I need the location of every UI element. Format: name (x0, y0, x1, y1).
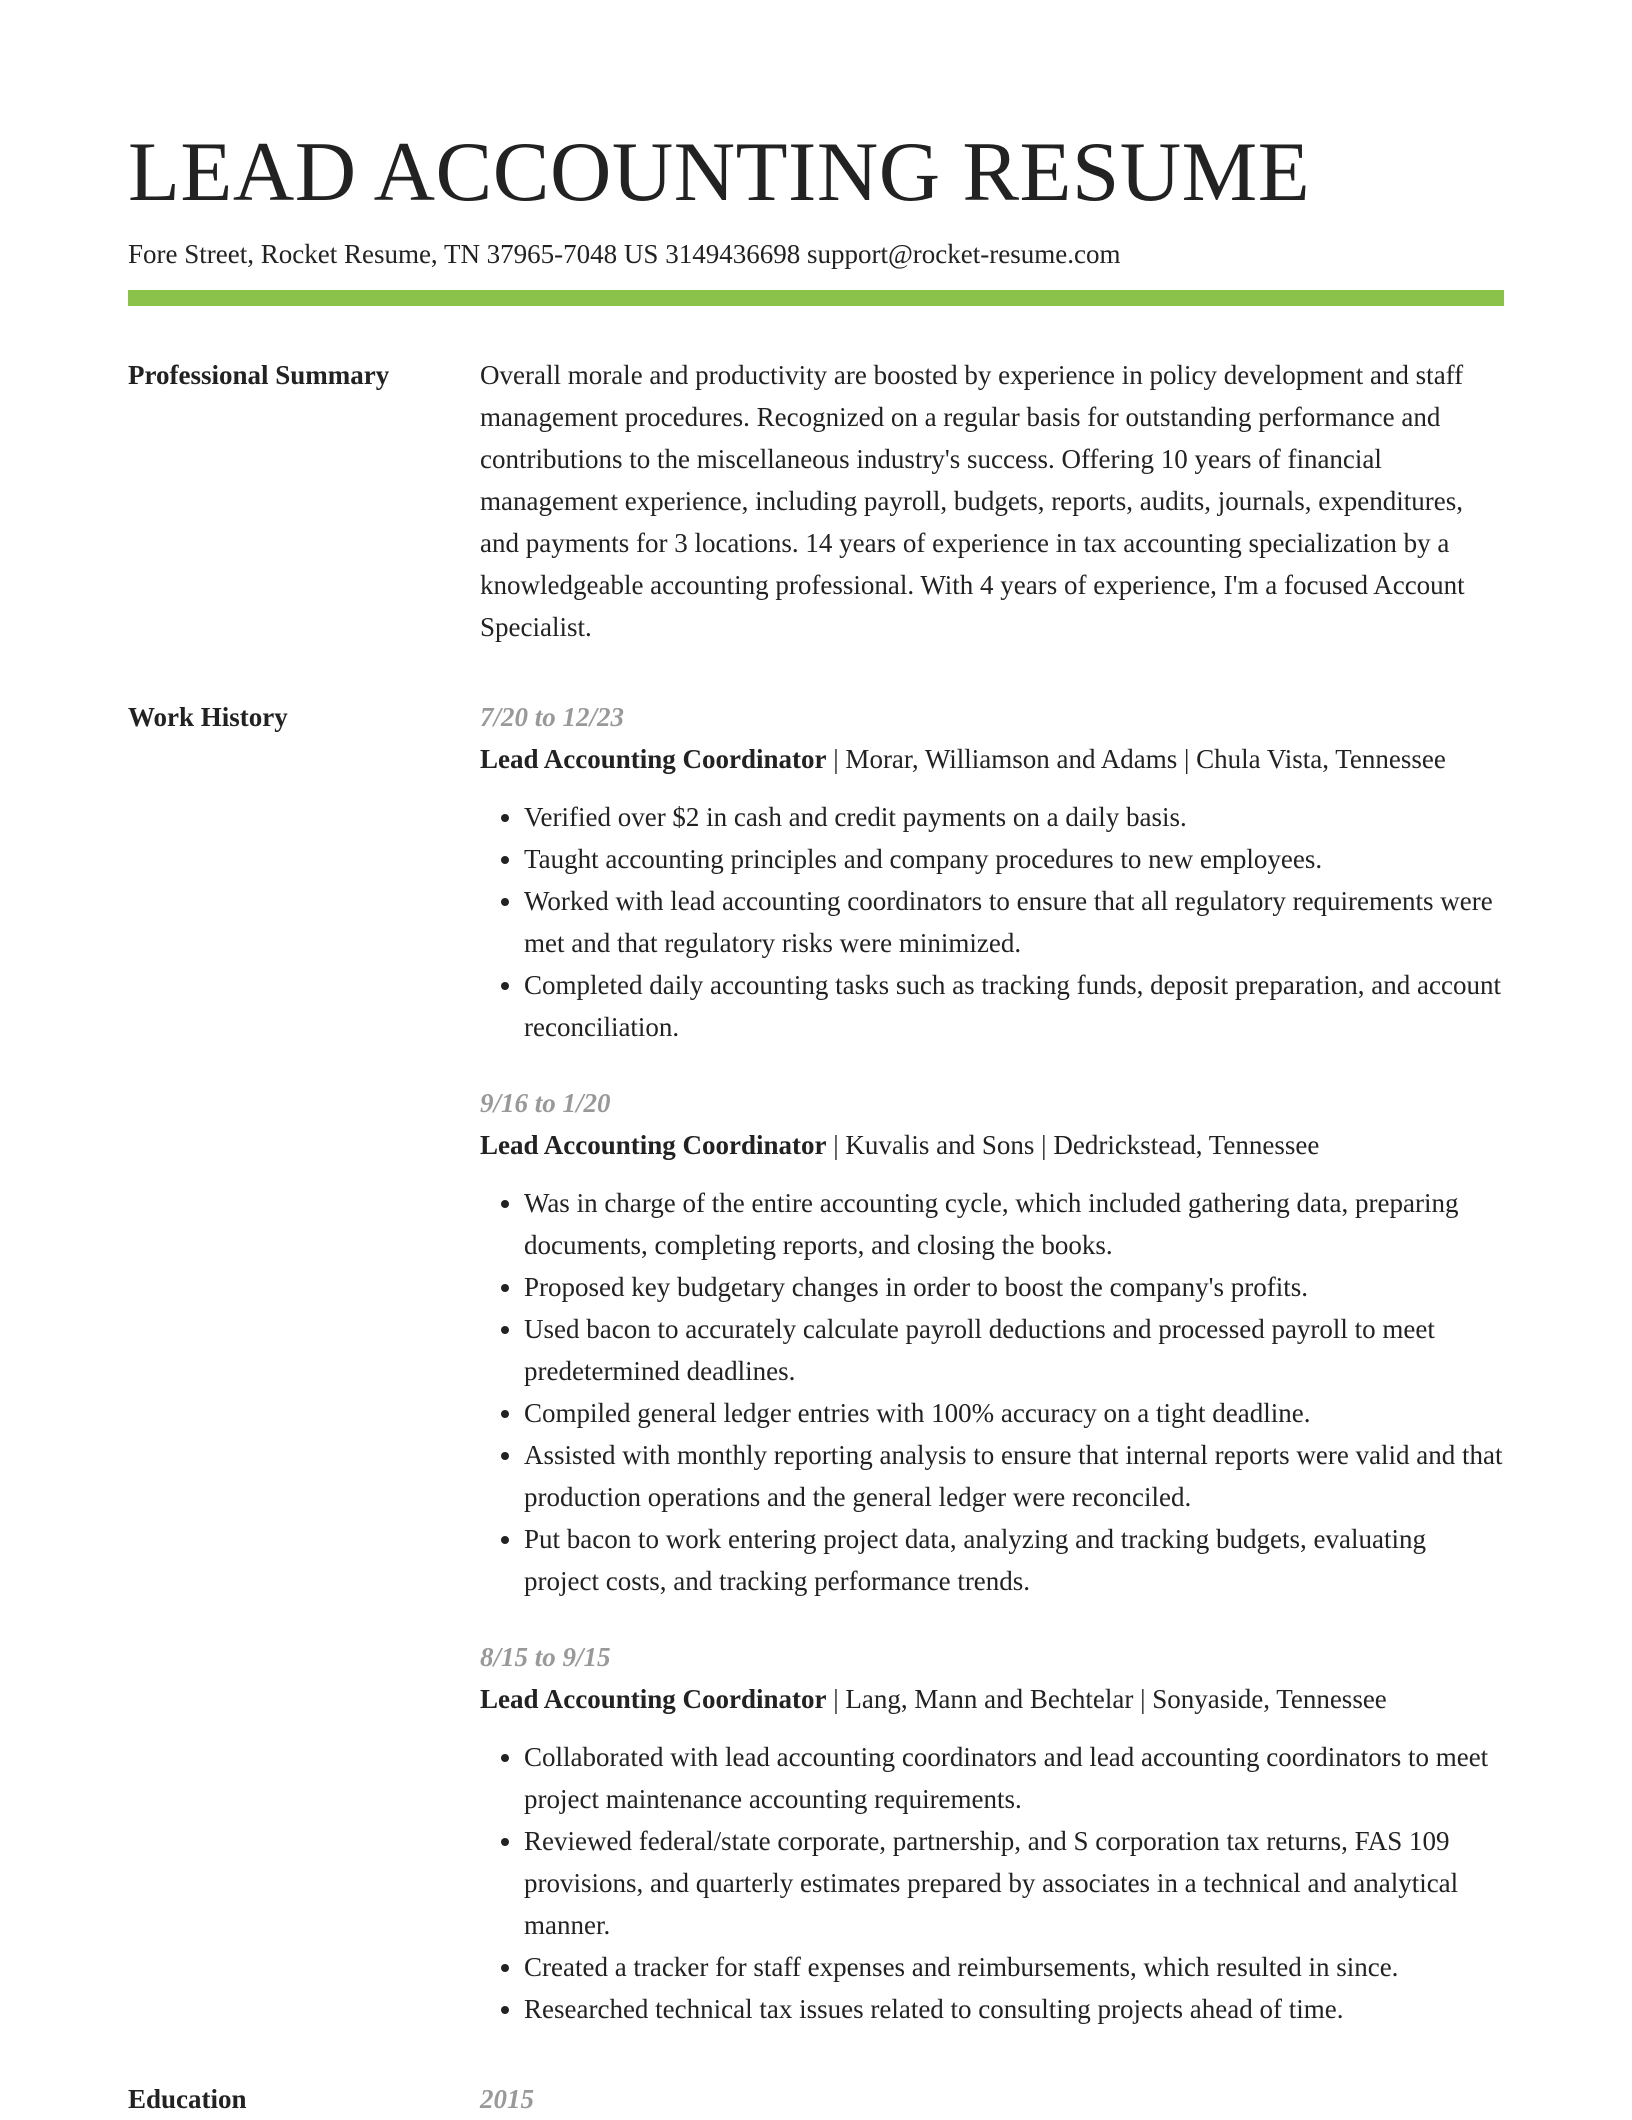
job-bullet: • Proposed key budgetary changes in order to boost the company's profits. (524, 1266, 1504, 1308)
job-bullet: • Verified over $2 in cash and credit payments on a daily basis. (524, 796, 1504, 838)
education-label: Education (128, 2084, 247, 2114)
job-bullet: • Compiled general ledger entries with 100% accuracy on a tight deadline. (524, 1392, 1504, 1434)
job-bullet: • Completed daily accounting tasks such as tracking funds, deposit preparation, and account reconciliation. (524, 964, 1504, 1048)
job-entry (480, 1636, 1504, 2030)
work-history-label: Work History (128, 702, 288, 732)
job-bullets (480, 796, 1504, 1048)
summary-body (480, 354, 1504, 648)
job-bullet: • Collaborated with lead accounting coordinators and lead accounting coordinators to meet project maintenance accounting requirements. (524, 1736, 1504, 1820)
job-heading (480, 1124, 1504, 1166)
education-dates: 2015 (480, 2084, 534, 2114)
job-title: Lead Accounting Coordinator (480, 744, 827, 774)
job-employer-location: | Morar, Williamson and Adams | Chula Vista, Tennessee (826, 744, 1446, 774)
job-bullet: • Put bacon to work entering project data, analyzing and tracking budgets, evaluating project costs, and tracking performance trends. (524, 1518, 1504, 1602)
job-dates: 8/15 to 9/15 (480, 1642, 611, 1672)
job-bullet: • Created a tracker for staff expenses and reimbursements, which resulted in since. (524, 1946, 1504, 1988)
job-title: Lead Accounting Coordinator (480, 1130, 827, 1160)
job-bullets (480, 1182, 1504, 1602)
job-bullet: • Reviewed federal/state corporate, partnership, and S corporation tax returns, FAS 109 provisions, and quarterly estimates prepared by associates in a technical and analytical manner. (524, 1820, 1504, 1946)
job-bullet: • Assisted with monthly reporting analysis to ensure that internal reports were valid and that production operations and the general ledger were reconciled. (524, 1434, 1504, 1518)
contact-line: Fore Street, Rocket Resume, TN 37965-7048 US 3149436698 support@rocket-resume.com (128, 239, 1121, 269)
job-bullets (480, 1736, 1504, 2030)
job-bullet: • Worked with lead accounting coordinators to ensure that all regulatory requirements were met and that regulatory risks were minimized. (524, 880, 1504, 964)
work-history-body (480, 696, 1504, 2030)
job-heading (480, 738, 1504, 780)
job-employer-location: | Lang, Mann and Bechtelar | Sonyaside, Tennessee (826, 1684, 1387, 1714)
job-bullet: • Researched technical tax issues related to consulting projects ahead of time. (524, 1988, 1504, 2030)
job-heading (480, 1678, 1504, 1720)
job-dates: 9/16 to 1/20 (480, 1088, 611, 1118)
header-divider (128, 290, 1504, 306)
job-bullet: • Used bacon to accurately calculate payroll deductions and processed payroll to meet predetermined deadlines. (524, 1308, 1504, 1392)
summary-label: Professional Summary (128, 360, 390, 390)
job-entry (480, 1082, 1504, 1602)
resume-page (128, 0, 1504, 2120)
education-body (480, 2078, 1504, 2120)
education-section (128, 2078, 1504, 2120)
job-bullet: • Was in charge of the entire accounting cycle, which included gathering data, preparing documents, completing reports, and closing the books. (524, 1182, 1504, 1266)
job-bullet: • Taught accounting principles and company procedures to new employees. (524, 838, 1504, 880)
resume-title: LEAD ACCOUNTING RESUME (128, 125, 1311, 219)
job-entry (480, 696, 1504, 1048)
summary-text: Overall morale and productivity are boosted by experience in policy development and staff management procedures. Recognized on a regular basis for outstanding performance and contributions to the miscellaneous industry's success. Offering 10 years of financial management experience, including payroll, budgets, reports, audits, journals, expenditures, and payments for 3 locations. 14 years of experience in tax accounting specialization by a knowledgeable accounting professional. With 4 years of experience, I'm a focused Account Specialist. (480, 360, 1465, 642)
job-dates: 7/20 to 12/23 (480, 702, 625, 732)
work-history-section (128, 696, 1504, 2030)
job-employer-location: | Kuvalis and Sons | Dedrickstead, Tennessee (826, 1130, 1320, 1160)
job-title: Lead Accounting Coordinator (480, 1684, 827, 1714)
summary-section (128, 354, 1504, 648)
